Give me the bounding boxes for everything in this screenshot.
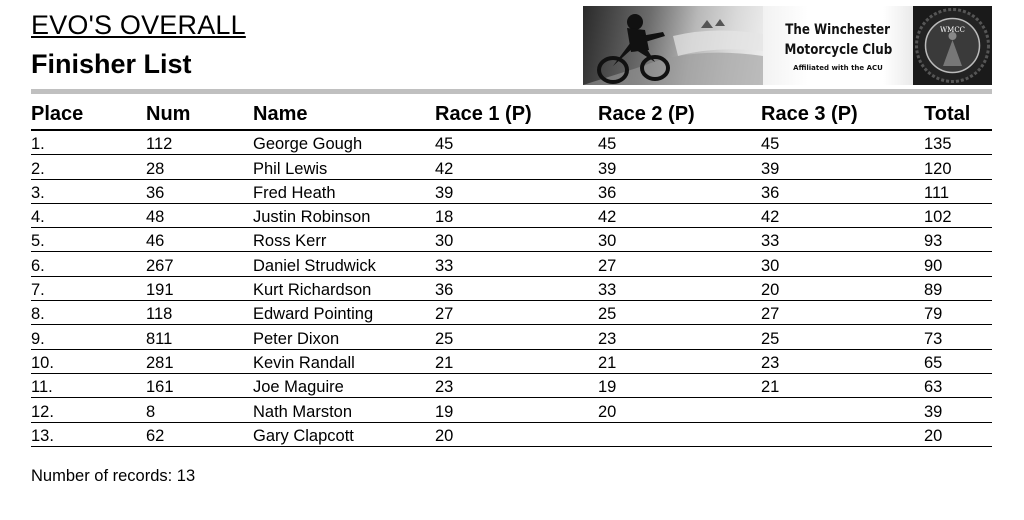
cell-race-2: 25 — [598, 301, 761, 325]
table-row — [31, 422, 992, 446]
cell-name: Peter Dixon — [253, 325, 435, 349]
logo-text: WMCC — [939, 26, 966, 34]
cell-race-1: 33 — [435, 252, 598, 276]
table-row — [31, 301, 992, 325]
cell-place: 3. — [31, 179, 146, 203]
table-header-row — [31, 99, 992, 130]
cell-race-2 — [598, 422, 761, 446]
cell-place: 10. — [31, 349, 146, 373]
cell-race-3: 42 — [761, 203, 924, 227]
cell-place: 8. — [31, 301, 146, 325]
cell-race-3 — [761, 398, 924, 422]
cell-num: 811 — [146, 325, 253, 349]
cell-total: 111 — [924, 179, 992, 203]
table-row — [31, 349, 992, 373]
cell-race-1: 20 — [435, 422, 598, 446]
cell-race-2: 23 — [598, 325, 761, 349]
cell-place: 5. — [31, 228, 146, 252]
cell-race-3: 21 — [761, 373, 924, 397]
cell-name: Kevin Randall — [253, 349, 435, 373]
cell-race-2: 27 — [598, 252, 761, 276]
cell-name: Joe Maguire — [253, 373, 435, 397]
cell-num: 36 — [146, 179, 253, 203]
cell-race-2: 39 — [598, 155, 761, 179]
cell-race-2: 42 — [598, 203, 761, 227]
cell-place: 13. — [31, 422, 146, 446]
cell-race-3: 25 — [761, 325, 924, 349]
cell-name: Kurt Richardson — [253, 276, 435, 300]
cell-num: 112 — [146, 130, 253, 155]
table-row — [31, 373, 992, 397]
cell-place: 7. — [31, 276, 146, 300]
cell-place: 2. — [31, 155, 146, 179]
cell-race-2: 36 — [598, 179, 761, 203]
club-name-panel — [763, 6, 913, 85]
cell-race-3: 27 — [761, 301, 924, 325]
cell-race-2: 21 — [598, 349, 761, 373]
cell-total: 39 — [924, 398, 992, 422]
cell-num: 8 — [146, 398, 253, 422]
table-body — [31, 130, 992, 446]
club-name-line2: Motorcycle Club — [784, 41, 892, 58]
cell-num: 267 — [146, 252, 253, 276]
cell-race-1: 23 — [435, 373, 598, 397]
finisher-table — [31, 99, 992, 447]
cell-place: 12. — [31, 398, 146, 422]
cell-total: 93 — [924, 228, 992, 252]
table-row — [31, 252, 992, 276]
table-row — [31, 276, 992, 300]
column-header-race-3: Race 3 (P) — [761, 99, 924, 130]
cell-race-2: 20 — [598, 398, 761, 422]
record-count: Number of records: 13 — [31, 467, 196, 485]
cell-total: 89 — [924, 276, 992, 300]
cell-num: 62 — [146, 422, 253, 446]
cell-name: Ross Kerr — [253, 228, 435, 252]
cell-num: 161 — [146, 373, 253, 397]
cell-total: 73 — [924, 325, 992, 349]
cell-num: 118 — [146, 301, 253, 325]
cell-total: 90 — [924, 252, 992, 276]
cell-race-3: 23 — [761, 349, 924, 373]
column-header-name: Name — [253, 99, 435, 130]
cell-race-2: 45 — [598, 130, 761, 155]
cell-total: 102 — [924, 203, 992, 227]
table-row — [31, 228, 992, 252]
cell-total: 79 — [924, 301, 992, 325]
cell-name: Nath Marston — [253, 398, 435, 422]
cell-num: 48 — [146, 203, 253, 227]
cell-race-1: 18 — [435, 203, 598, 227]
report-title: EVO'S OVERALL — [31, 10, 246, 40]
column-header-total: Total — [924, 99, 992, 130]
cell-race-3: 36 — [761, 179, 924, 203]
cell-name: Fred Heath — [253, 179, 435, 203]
cell-race-1: 19 — [435, 398, 598, 422]
cell-name: Daniel Strudwick — [253, 252, 435, 276]
cell-num: 28 — [146, 155, 253, 179]
cell-race-3: 39 — [761, 155, 924, 179]
table-row — [31, 325, 992, 349]
cell-name: George Gough — [253, 130, 435, 155]
cell-race-2: 30 — [598, 228, 761, 252]
cell-race-3: 20 — [761, 276, 924, 300]
cell-race-1: 42 — [435, 155, 598, 179]
cell-race-1: 36 — [435, 276, 598, 300]
cell-race-3: 30 — [761, 252, 924, 276]
column-header-num: Num — [146, 99, 253, 130]
cell-name: Edward Pointing — [253, 301, 435, 325]
cell-place: 9. — [31, 325, 146, 349]
cell-race-1: 25 — [435, 325, 598, 349]
report-subtitle: Finisher List — [31, 49, 192, 79]
cell-num: 46 — [146, 228, 253, 252]
cell-place: 11. — [31, 373, 146, 397]
cell-total: 135 — [924, 130, 992, 155]
cell-name: Justin Robinson — [253, 203, 435, 227]
cell-race-3: 45 — [761, 130, 924, 155]
cell-num: 191 — [146, 276, 253, 300]
table-row — [31, 179, 992, 203]
motocross-photo — [583, 6, 763, 85]
club-affiliation: Affiliated with the ACU — [793, 63, 883, 72]
cell-place: 6. — [31, 252, 146, 276]
wmcc-logo — [913, 6, 992, 85]
header-divider — [31, 89, 992, 94]
column-header-race-1: Race 1 (P) — [435, 99, 598, 130]
club-banner — [583, 6, 992, 85]
cell-race-3: 33 — [761, 228, 924, 252]
column-header-place: Place — [31, 99, 146, 130]
cell-place: 4. — [31, 203, 146, 227]
cell-name: Phil Lewis — [253, 155, 435, 179]
cell-total: 20 — [924, 422, 992, 446]
table-row — [31, 155, 992, 179]
column-header-race-2: Race 2 (P) — [598, 99, 761, 130]
cell-total: 63 — [924, 373, 992, 397]
cell-num: 281 — [146, 349, 253, 373]
cell-race-1: 45 — [435, 130, 598, 155]
table-row — [31, 398, 992, 422]
cell-name: Gary Clapcott — [253, 422, 435, 446]
cell-race-1: 39 — [435, 179, 598, 203]
cell-race-1: 27 — [435, 301, 598, 325]
cell-race-1: 21 — [435, 349, 598, 373]
table-row — [31, 203, 992, 227]
cell-place: 1. — [31, 130, 146, 155]
cell-race-2: 19 — [598, 373, 761, 397]
cell-race-3 — [761, 422, 924, 446]
cell-race-1: 30 — [435, 228, 598, 252]
cell-total: 120 — [924, 155, 992, 179]
club-name-line1: The Winchester — [785, 21, 891, 38]
cell-race-2: 33 — [598, 276, 761, 300]
table-row — [31, 130, 992, 155]
cell-total: 65 — [924, 349, 992, 373]
